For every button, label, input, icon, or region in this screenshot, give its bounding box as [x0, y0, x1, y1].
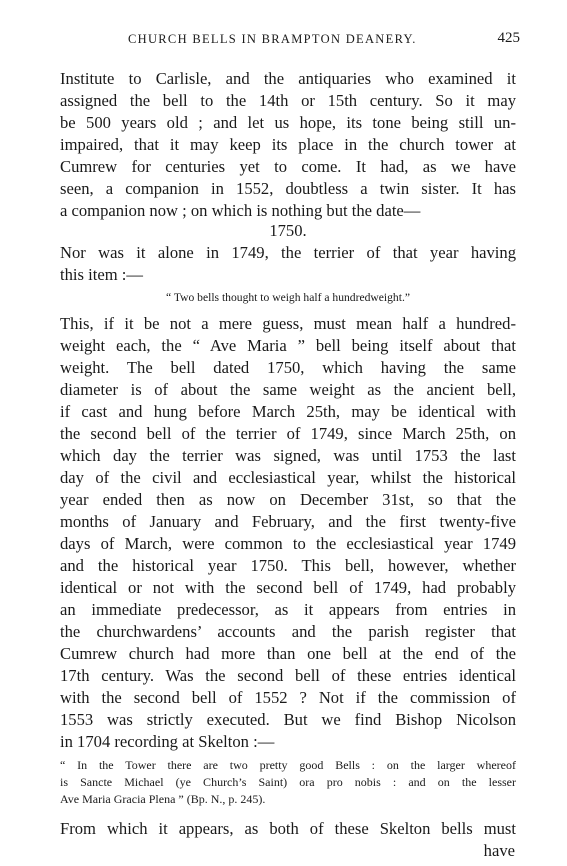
text-line: 17th century. Was the second bell of these entries identical — [60, 666, 516, 685]
text-line: day of the civil and ecclesiastical year, whilst the historical — [60, 468, 516, 487]
text-line: seen, a companion in 1552, doubtless a twin sister. It has — [60, 179, 516, 198]
text-line: this item :— — [60, 265, 143, 284]
running-title: CHURCH BELLS IN BRAMPTON DEANERY. — [128, 32, 417, 46]
text-line: weight. The bell dated 1750, which having the same — [60, 358, 516, 377]
skelton-quote-line: Ave Maria Gracia Plena ” (Bp. N., p. 245). — [60, 792, 266, 806]
text-line: and the historical year 1750. This bell, however, whether — [60, 556, 516, 575]
text-line: the second bell of the terrier of 1749, since March 25th, on — [60, 424, 516, 443]
running-header — [60, 32, 520, 54]
text-line: months of January and February, and the first twenty-five — [60, 512, 516, 531]
bell-date: 1750. — [269, 221, 307, 240]
text-line: the churchwardens’ accounts and the parish register that — [60, 622, 516, 641]
text-line: an immediate predecessor, as it appears from entries in — [60, 600, 516, 619]
text-line: identical or not with the second bell of 1749, had probably — [60, 578, 516, 597]
skelton-quote-line: is Sancte Michael (ye Church’s Saint) ora pro nobis : and on the lesser — [60, 775, 516, 789]
text-line: if cast and hung before March 25th, may be identical with — [60, 402, 516, 421]
text-line: Nor was it alone in 1749, the terrier of that year having — [60, 243, 516, 262]
text-line: Cumrew church had more than one bell at the end of the — [60, 644, 516, 663]
text-line: a companion now ; on which is nothing but the date— — [60, 201, 421, 220]
text-line: Institute to Carlisle, and the antiquaries who examined it — [60, 69, 516, 88]
text-line: 1553 was strictly executed. But we find Bishop Nicolson — [60, 710, 516, 729]
text-line: days of March, were common to the ecclesiastical year 1749 — [60, 534, 516, 553]
text-line: in 1704 recording at Skelton :— — [60, 732, 275, 751]
text-line: weight each, the “ Ave Maria ” bell being itself about that — [60, 336, 516, 355]
text-line: diameter is of about the same weight as the ancient bell, — [60, 380, 516, 399]
text-line: This, if it be not a mere guess, must mean half a hundred- — [60, 314, 516, 333]
text-line: be 500 years old ; and let us hope, its tone being still un- — [60, 113, 516, 132]
text-line: From which it appears, as both of these Skelton bells must — [60, 819, 516, 838]
catchword: have — [483, 841, 515, 860]
text-line: assigned the bell to the 14th or 15th century. So it may — [60, 91, 516, 110]
page-number: 425 — [497, 30, 520, 46]
text-line: year ended then as now on December 31st, so that the — [60, 490, 516, 509]
text-line: impaired, that it may keep its place in the church tower at — [60, 135, 516, 154]
text-line: with the second bell of 1552 ? Not if the commission of — [60, 688, 516, 707]
text-line: which day the terrier was signed, was until 1753 the last — [60, 446, 516, 465]
text-line: Cumrew for centuries yet to come. It had, as we have — [60, 157, 516, 176]
skelton-quote-line: “ In the Tower there are two pretty good Bells : on the larger whereof — [60, 758, 516, 772]
terrier-quote: “ Two bells thought to weigh half a hundredweight.” — [165, 291, 410, 304]
